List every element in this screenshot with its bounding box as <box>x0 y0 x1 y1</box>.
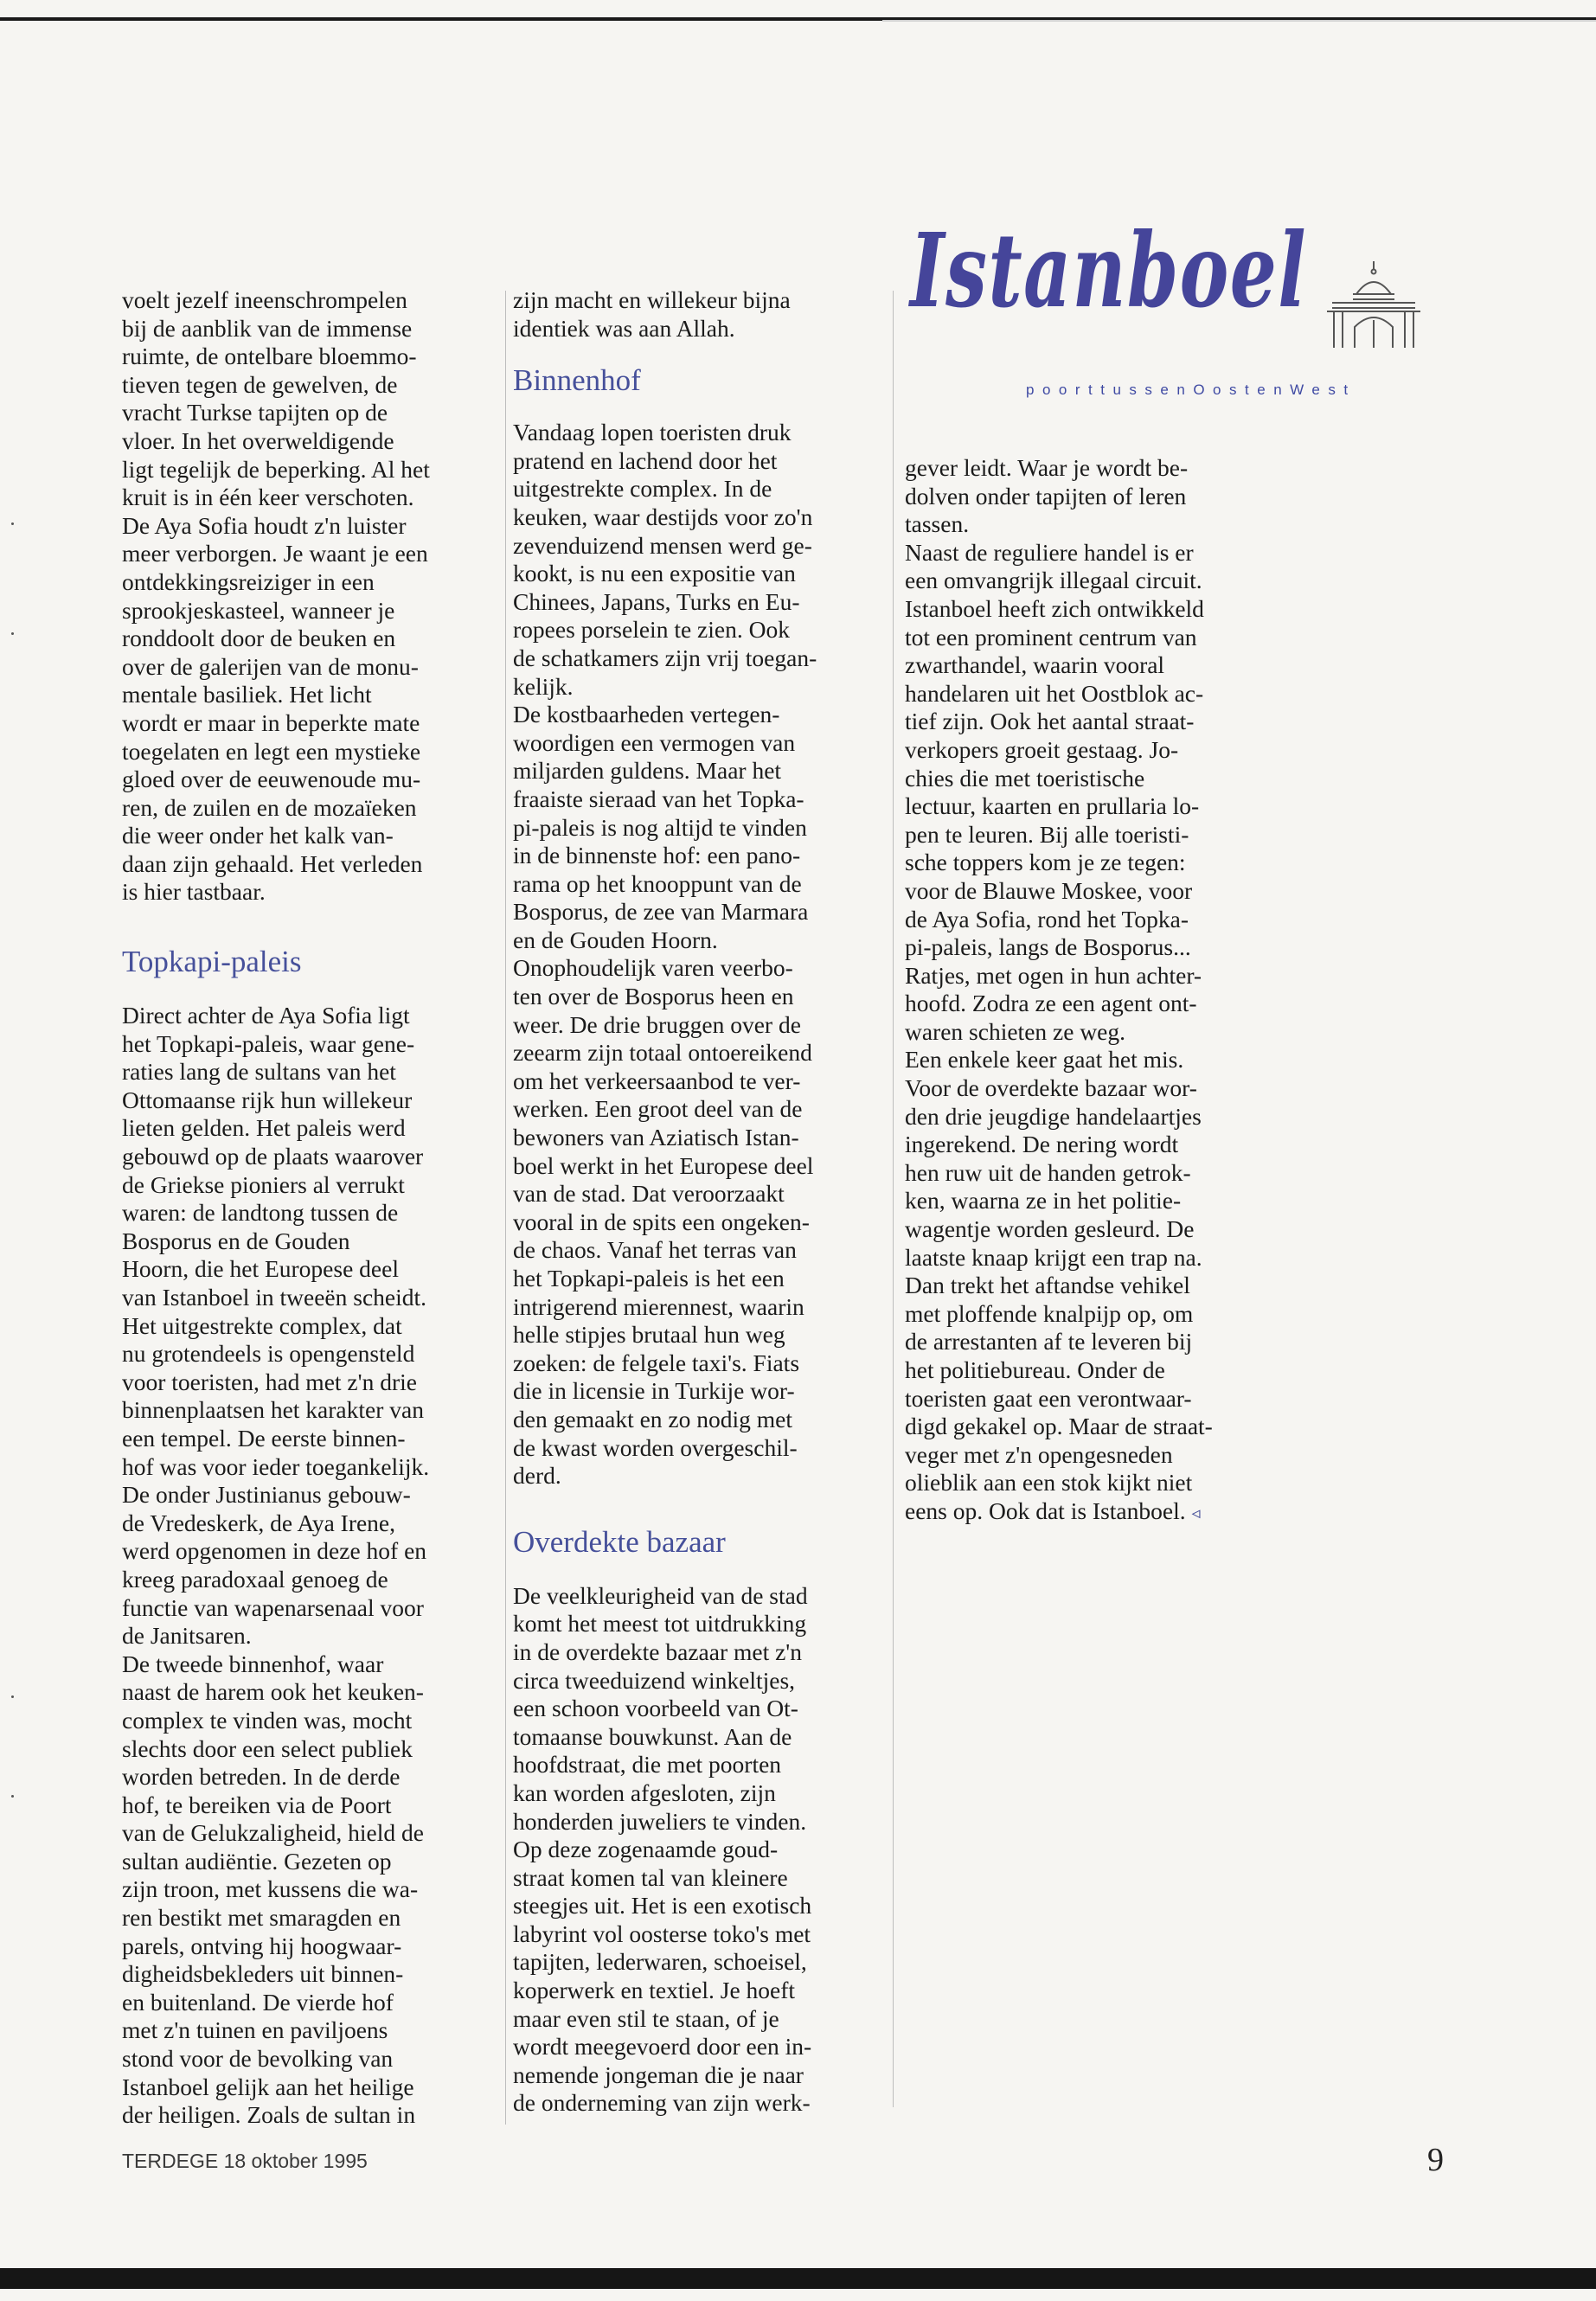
article-column-2 <box>513 286 889 2118</box>
paragraph: zijn macht en willekeur bijna identiek was aan Allah. <box>513 286 791 342</box>
subheading-binnenhof: Binnenhof <box>513 363 641 398</box>
page-number: 9 <box>1427 2142 1444 2178</box>
end-of-article-icon: ◃ <box>1191 1503 1201 1523</box>
paragraph: voelt jezelf ineenschrompelen bij de aanblik van de immense ruimte, de ontelbare bloemmo- tieven tegen de gewelven, de vracht Turkse tapijten op de vloer. In het overweldigende ligt tegelijk de beperking. Al het kruit is in één keer verschoten. De Aya Sofia houdt z'n luister meer verborgen. Je waant je een ontdekkingsreiziger in een sprookjeskasteel, wanneer je ronddoolt door de beuken en over de galerijen van de monu- mentale basiliek. Het licht wordt er maar in beperkte mate toegelaten en legt een mystieke gloed over de eeuwenoude mu- ren, de zuilen en de mozaïeken die weer onder het kalk van- daan zijn gehaald. Het verleden is hier tastbaar. <box>122 286 430 906</box>
column-divider <box>893 291 894 2107</box>
publication-footer: TERDEGE 18 oktober 1995 <box>122 2150 368 2172</box>
margin-dot <box>11 1795 14 1798</box>
margin-dot <box>11 1695 14 1698</box>
margin-dot <box>11 522 14 525</box>
article-column-1 <box>122 286 503 2130</box>
paragraph: De veelkleurigheid van de stad komt het meest tot uitdrukking in de overdekte bazaar met z'n circa tweeduizend winkeltjes, een schoon voorbeeld van Ot- tomaanse bouwkunst. Aan de hoofdstraat, die met poorten kan worden afgesloten, zijn honderden juweliers te vinden. Op deze zogenaamde goud- straat komen tal van kleinere steegjes uit. Het is een exotisch labyrint vol oosterse toko's met tapijten, lederwaren, schoeisel, koperwerk en textiel. Je hoeft maar even stil te staan, of je wordt meegevoerd door een in- nemende jongeman die je naar de onderneming van zijn werk- <box>513 1581 812 2117</box>
bottom-band <box>0 2268 1596 2289</box>
domed-building-icon <box>1322 260 1426 351</box>
article-column-3 <box>905 454 1277 1528</box>
paragraph: Direct achter de Aya Sofia ligt het Topkapi-paleis, waar gene- raties lang de sultans van het Ottomaanse rijk hun willekeur lieten gelden. Het paleis werd gebouwd op de plaats waarover de Griekse pioniers al verrukt waren: de landtong tussen de Bosporus en de Gouden Hoorn, die het Europese deel van Istanboel in tweeën scheidt. Het uitgestrekte complex, dat nu grotendeels is opengensteld voor toeristen, had met z'n drie binnenplaatsen het karakter van een tempel. De eerste binnen- hof was voor ieder toegankelijk. De onder Justinianus gebouw- de Vredeskerk, de Aya Irene, werd opgenomen in deze hof en kreeg paradoxaal genoeg de functie van wapenarsenaal voor de Janitsaren. De tweede binnenhof, waar naast de harem ook het keuken- complex te vinden was, mocht slechts door een select publiek worden betreden. In de derde hof, te bereiken via de Poort van de Gelukzaligheid, hield de sultan audiëntie. Gezeten op zijn troon, met kussens die wa- ren bestikt met smaragden en parels, ontving hij hoogwaar- digheidsbekleders uit binnen- en buitenland. De vierde hof met z'n tuinen en paviljoens stond voor de bevolking van Istanboel gelijk aan het heilige der heiligen. Zoals de sultan in <box>122 1002 430 2129</box>
paragraph: Vandaag lopen toeristen druk pratend en lachend door het uitgestrekte complex. In de keuken, waar destijds voor zo'n zevenduizend mensen werd ge- kookt, is nu een expositie van Chinees, Japans, Turks en Eu- ropees porselein te zien. Ook de schatkamers zijn vrij toegan- kelijk. De kostbaarheden vertegen- woordigen een vermogen van miljarden guldens. Maar het fraaiste sieraad van het Topka- pi-paleis is nog altijd te vinden in de binnenste hof: een pano- rama op het knooppunt van de Bosporus, de zee van Marmara en de Gouden Hoorn. Onophoudelijk varen veerbo- ten over de Bosporus heen en weer. De drie bruggen over de zeearm zijn totaal ontoereikend om het verkeersaanbod te ver- werken. Een groot deel van de bewoners van Aziatisch Istan- boel werkt in het Europese deel van de stad. Dat veroorzaakt vooral in de spits een ongeken- de chaos. Vanaf het terras van het Topkapi-paleis is het een intrigerend mierennest, waarin helle stipjes brutaal hun weg zoeken: de felgele taxi's. Fiats die in licensie in Turkije wor- den gemaakt en zo nodig met de kwast worden overgeschil- derd. <box>513 419 817 1490</box>
section-logo: Istanboel <box>910 210 1307 330</box>
margin-dot <box>11 632 14 635</box>
tagline: poorttussenOostenWest <box>1026 381 1356 398</box>
top-rule-fade <box>882 20 1596 22</box>
subheading-topkapi: Topkapi-paleis <box>122 945 302 979</box>
paragraph <box>905 454 1277 1528</box>
subheading-overdekte-bazaar: Overdekte bazaar <box>513 1524 726 1559</box>
paragraph-text: gever leidt. Waar je wordt be- dolven onder tapijten of leren tassen. Naast de reguliere handel is er een omvangrijk illegaal circuit. Istanboel heeft zich ontwikkeld tot een prominent centrum van zwarthandel, waarin vooral handelaren uit het Oostblok ac- tief zijn. Ook het aantal straat- verkopers groeit gestaag. Jo- chies die met toeristische lectuur, kaarten en prullaria lo- pen te leuren. Bij alle toeristi- sche toppers kom je ze tegen: voor de Blauwe Moskee, voor de Aya Sofia, rond het Topka- pi-paleis, langs de Bosporus... Ratjes, met ogen in hun achter- hoofd. Zodra ze een agent ont- waren schieten ze weg. Een enkele keer gaat het mis. Voor de overdekte bazaar wor- den drie jeugdige handelaartjes ingerekend. De nering wordt hen ruw uit de handen getrok- ken, waarna ze in het politie- wagentje worden gesleurd. De laatste knaap krijgt een trap na. Dan trekt het aftandse vehikel met ploffende knalpijp op, om de arrestanten af te leveren bij het politiebureau. Onder de toeristen gaat een verontwaar- digd gekakel op. Maar de straat- veger met z'n opengesneden olieblik aan een stok kijkt niet eens op. Ook dat is Istanboel. <box>905 454 1213 1524</box>
column-divider <box>505 291 506 2125</box>
